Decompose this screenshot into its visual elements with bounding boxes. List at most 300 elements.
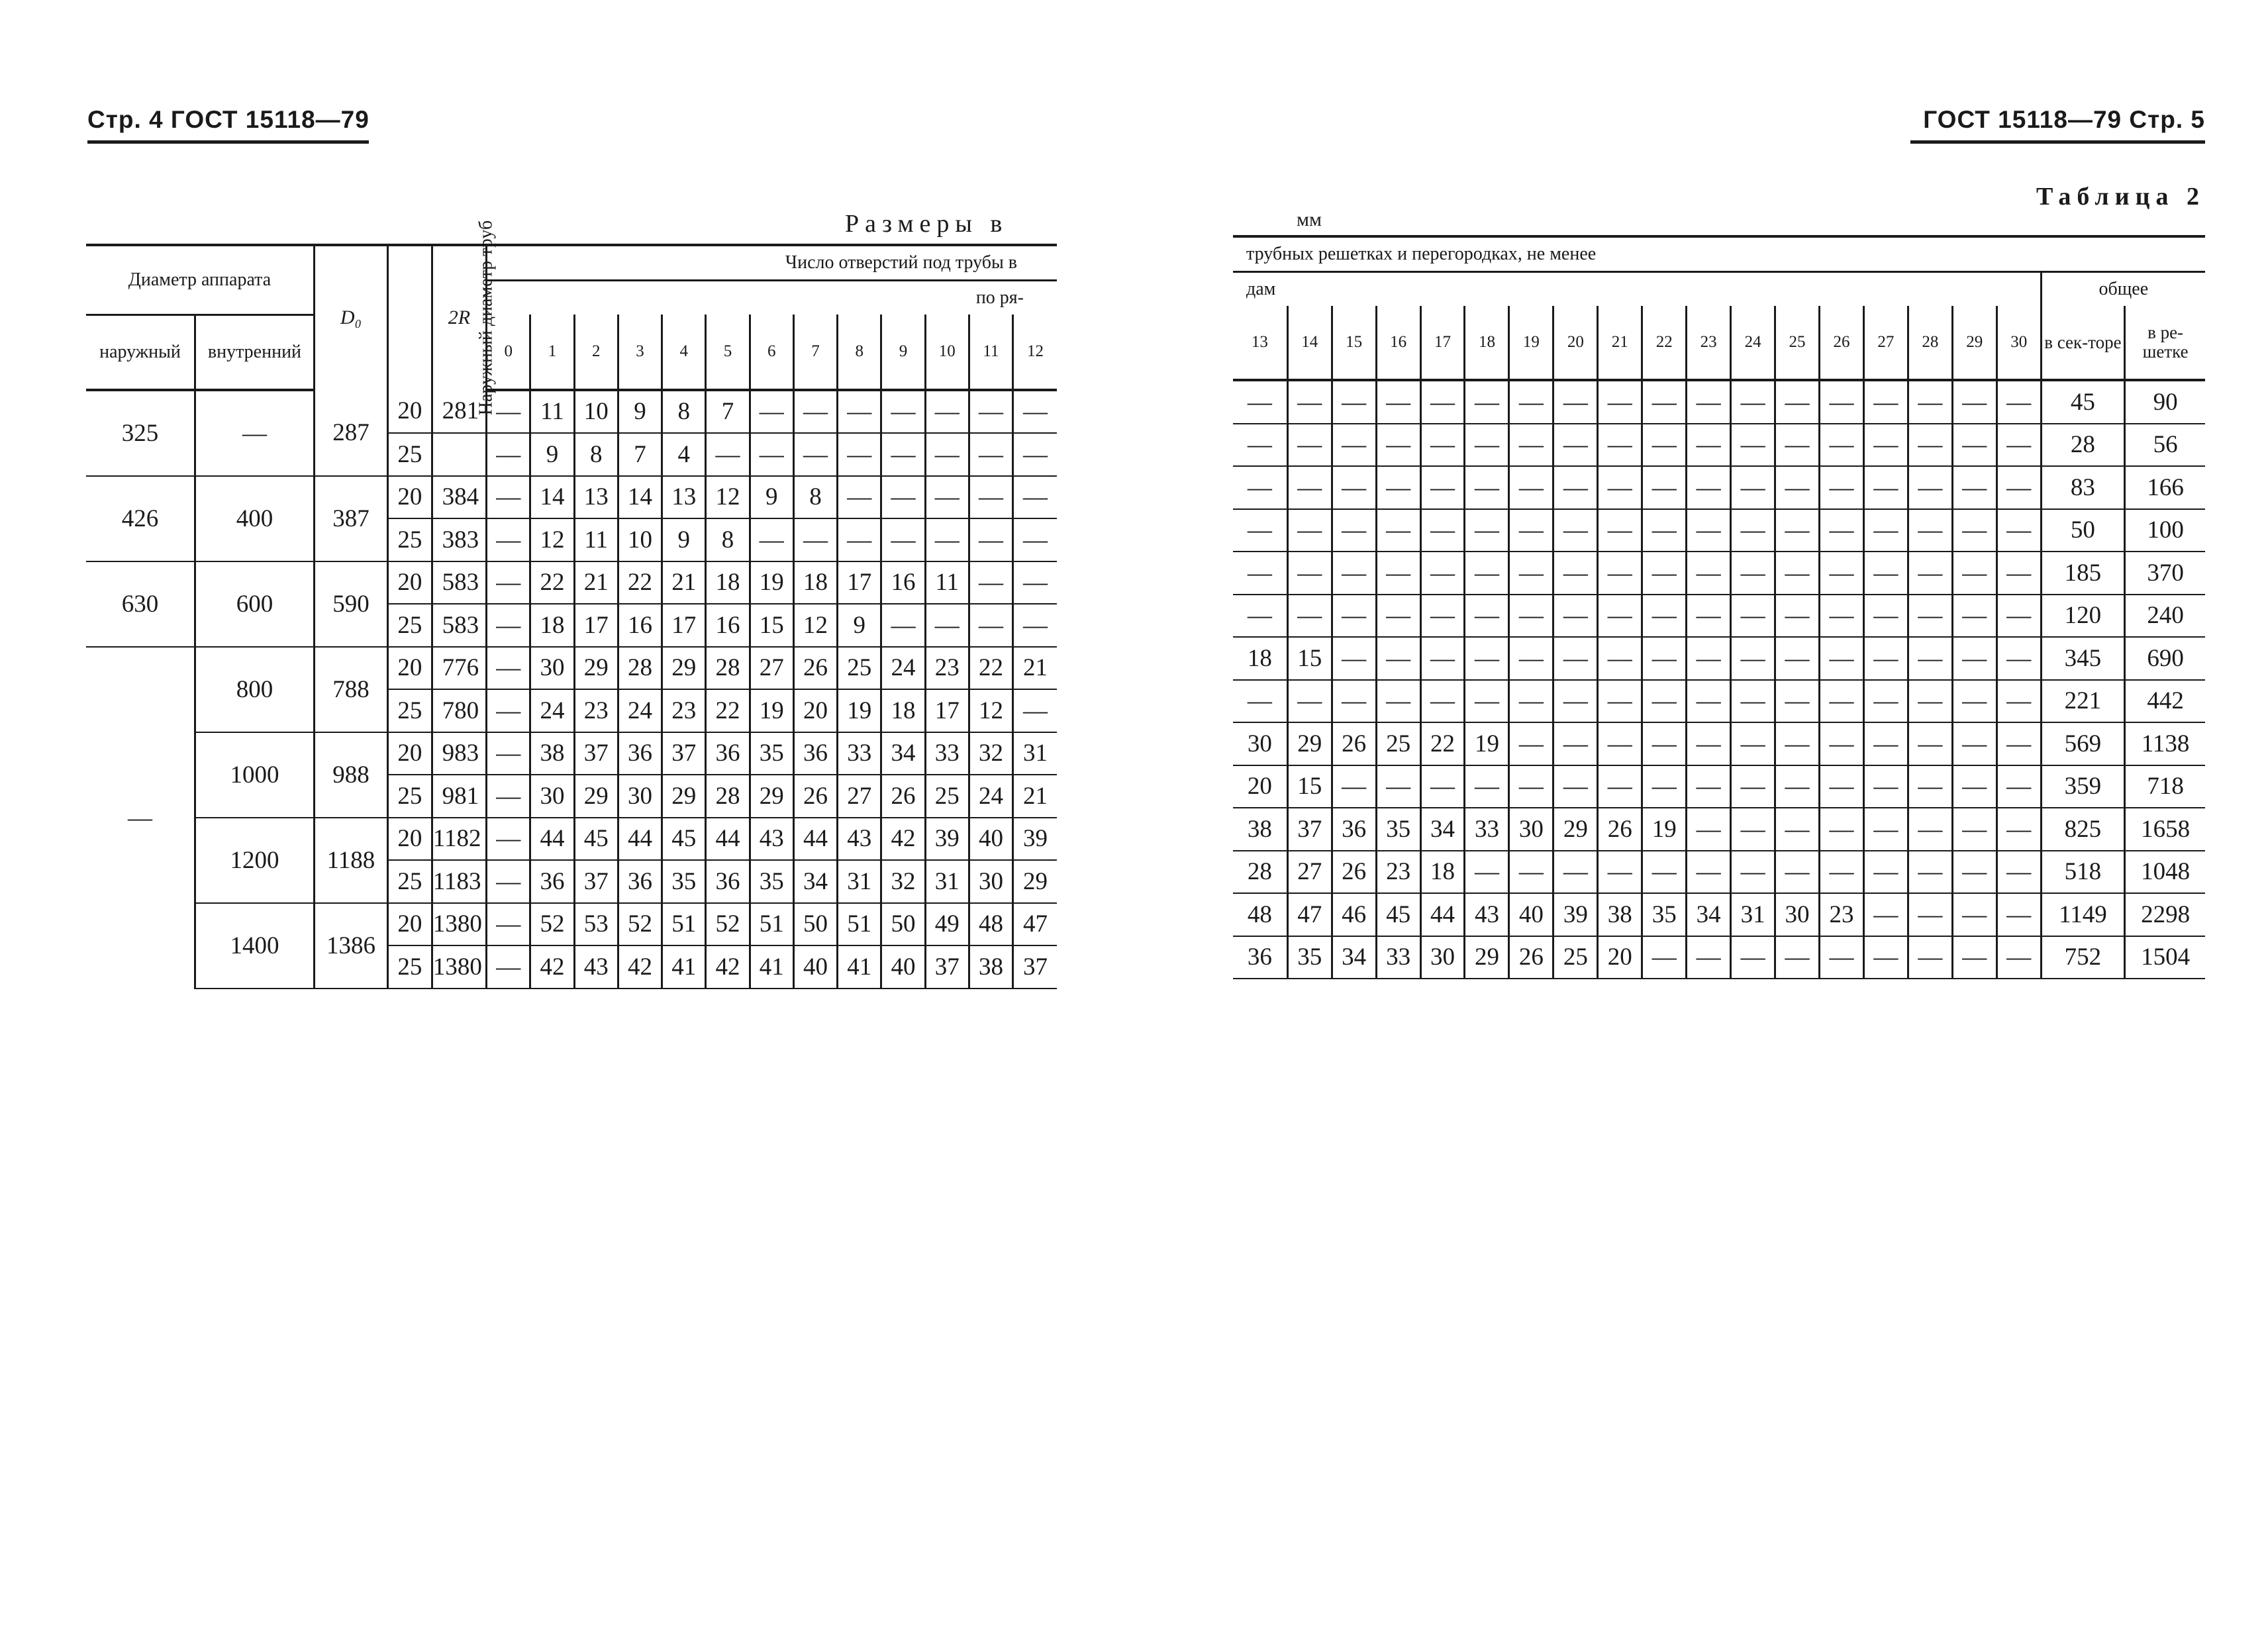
page-header-left: Стр. 4 ГОСТ 15118—79 (87, 106, 370, 133)
holes-cell: 43 (838, 818, 881, 861)
table-row (86, 818, 1057, 861)
holes-cell: 47 (1287, 893, 1332, 936)
holes-cell: 35 (750, 732, 793, 775)
holes-cell: — (1908, 380, 1952, 424)
inner-diameter-cell: 600 (195, 561, 315, 647)
holes-cell: — (1997, 424, 2041, 467)
inner-diameter-cell: 800 (195, 647, 315, 732)
holes-cell: 35 (750, 860, 793, 903)
holes-cell: 17 (574, 604, 618, 647)
holes-cell: — (1775, 424, 1820, 467)
holes-cell: 32 (969, 732, 1012, 775)
total-in-grid-cell: 56 (2125, 424, 2205, 467)
holes-cell: — (1013, 604, 1057, 647)
row-number-header: 29 (1952, 306, 1997, 380)
row-number-header: 18 (1465, 306, 1509, 380)
holes-cell: — (1687, 765, 1731, 808)
holes-cell: 33 (1465, 808, 1509, 851)
total-in-grid-cell: 370 (2125, 552, 2205, 595)
row-number-header: 16 (1376, 306, 1420, 380)
row-number-header: 21 (1598, 306, 1642, 380)
row-number-header: 12 (1013, 314, 1057, 390)
holes-cell: 45 (574, 818, 618, 861)
holes-cell: 16 (618, 604, 662, 647)
holes-cell: — (1687, 552, 1731, 595)
total-in-grid-cell: 1138 (2125, 722, 2205, 765)
holes-cell: — (1952, 424, 1997, 467)
holes-cell: 9 (750, 476, 793, 519)
holes-cell: 36 (793, 732, 837, 775)
holes-cell: — (1332, 380, 1376, 424)
caption-table-number: Таблица 2 (2036, 183, 2205, 211)
total-in-grid-cell: 1048 (2125, 851, 2205, 894)
holes-cell: 51 (750, 903, 793, 946)
holes-cell: — (1775, 509, 1820, 552)
holes-cell: 19 (838, 689, 881, 732)
holes-cell: — (487, 860, 530, 903)
holes-cell: — (1642, 851, 1687, 894)
tube-diameter-cell: 20 (387, 476, 432, 519)
holes-cell: 38 (1233, 808, 1287, 851)
holes-cell: — (1287, 380, 1332, 424)
holes-cell: — (1287, 595, 1332, 638)
table-row (1233, 380, 2205, 424)
units-label: мм (1297, 209, 1322, 230)
d0-cell: 988 (314, 732, 387, 818)
holes-cell: 35 (1642, 893, 1687, 936)
holes-cell: 28 (706, 775, 750, 818)
holes-cell: — (1642, 595, 1687, 638)
holes-cell: 26 (1332, 851, 1376, 894)
holes-cell: 36 (530, 860, 574, 903)
holes-cell: — (1465, 595, 1509, 638)
header-tube-diameter: Наружный диаметр труб (387, 245, 432, 390)
holes-cell: — (1997, 552, 2041, 595)
holes-cell: 37 (1287, 808, 1332, 851)
holes-cell: 8 (574, 433, 618, 476)
holes-cell: 11 (530, 390, 574, 434)
outer-diameter-cell: 630 (86, 561, 195, 647)
holes-cell: — (1819, 380, 1863, 424)
holes-cell: 8 (793, 476, 837, 519)
row-number-header: 0 (487, 314, 530, 390)
holes-cell: 48 (1233, 893, 1287, 936)
d0-cell: 590 (314, 561, 387, 647)
holes-cell: — (1233, 509, 1287, 552)
holes-cell: — (487, 647, 530, 690)
holes-cell: — (487, 433, 530, 476)
holes-cell: — (1233, 380, 1287, 424)
holes-cell: 16 (706, 604, 750, 647)
holes-cell: 29 (662, 775, 706, 818)
holes-cell: — (1908, 936, 1952, 979)
holes-cell: — (487, 561, 530, 604)
holes-cell: — (1952, 722, 1997, 765)
table-row (1233, 466, 2205, 509)
holes-cell: — (1731, 552, 1775, 595)
holes-cell: — (1332, 637, 1376, 680)
holes-cell: — (1952, 765, 1997, 808)
tube-diameter-cell: 20 (387, 561, 432, 604)
holes-cell: — (838, 390, 881, 434)
holes-cell: — (1863, 595, 1908, 638)
holes-cell: — (925, 476, 969, 519)
holes-cell: — (1509, 552, 1553, 595)
holes-cell: — (1863, 380, 1908, 424)
holes-cell: — (1376, 637, 1420, 680)
tube-holes-table-right (1233, 235, 2205, 979)
holes-cell: 37 (574, 732, 618, 775)
holes-cell: 17 (838, 561, 881, 604)
holes-cell: — (1863, 509, 1908, 552)
page-header-right: ГОСТ 15118—79 Стр. 5 (1923, 106, 2205, 133)
row-number-header: 10 (925, 314, 969, 390)
holes-cell: 37 (574, 860, 618, 903)
total-in-sector-cell: 359 (2041, 765, 2124, 808)
holes-cell: 30 (530, 647, 574, 690)
holes-cell: — (1908, 765, 1952, 808)
header-in-sector: в сек-торе (2041, 306, 2124, 380)
holes-cell: 34 (881, 732, 925, 775)
holes-cell: 20 (793, 689, 837, 732)
holes-cell: — (1863, 680, 1908, 723)
holes-cell: 29 (662, 647, 706, 690)
holes-cell: — (1687, 595, 1731, 638)
outer-diameter-cell: — (128, 804, 152, 832)
table-row (86, 647, 1057, 690)
holes-cell: — (1687, 509, 1731, 552)
table-row (1233, 424, 2205, 467)
holes-cell: — (1731, 595, 1775, 638)
holes-cell: 25 (838, 647, 881, 690)
holes-cell: 26 (1332, 722, 1376, 765)
2r-cell: 776 (432, 647, 486, 690)
holes-cell: — (1553, 637, 1598, 680)
holes-cell: — (1819, 722, 1863, 765)
holes-cell: — (487, 518, 530, 561)
tube-diameter-cell: 25 (387, 775, 432, 818)
holes-cell: 37 (925, 945, 969, 989)
holes-cell: — (1509, 765, 1553, 808)
holes-cell: 36 (1332, 808, 1376, 851)
row-number-header: 2 (574, 314, 618, 390)
table-row (86, 903, 1057, 946)
holes-cell: — (750, 433, 793, 476)
holes-cell: — (1287, 680, 1332, 723)
holes-cell: — (1952, 680, 1997, 723)
d0-cell: 287 (314, 390, 387, 476)
holes-cell: — (1553, 380, 1598, 424)
holes-cell: 37 (1013, 945, 1057, 989)
header-total: общее (2041, 272, 2205, 307)
holes-cell: — (1819, 808, 1863, 851)
holes-cell: 50 (793, 903, 837, 946)
holes-cell: — (1287, 466, 1332, 509)
holes-cell: 38 (530, 732, 574, 775)
holes-cell: — (487, 818, 530, 861)
holes-cell: — (1332, 509, 1376, 552)
holes-cell: 24 (618, 689, 662, 732)
holes-cell: — (1819, 595, 1863, 638)
header-apparatus-diameter: Диаметр аппарата (86, 245, 314, 314)
holes-cell: — (925, 390, 969, 434)
holes-cell: 40 (969, 818, 1012, 861)
table-row (1233, 936, 2205, 979)
holes-cell: — (1332, 466, 1376, 509)
row-number-header: 23 (1687, 306, 1731, 380)
2r-cell (432, 433, 486, 476)
holes-cell: — (1013, 561, 1057, 604)
total-in-sector-cell: 83 (2041, 466, 2124, 509)
holes-cell: — (1465, 424, 1509, 467)
holes-cell: 43 (750, 818, 793, 861)
holes-cell: 29 (750, 775, 793, 818)
holes-cell: — (1731, 680, 1775, 723)
table-row (1233, 765, 2205, 808)
holes-cell: — (1553, 509, 1598, 552)
holes-cell: 29 (1465, 936, 1509, 979)
holes-cell: — (793, 433, 837, 476)
holes-cell: 47 (1013, 903, 1057, 946)
holes-cell: 29 (574, 775, 618, 818)
tube-diameter-cell: 20 (387, 390, 432, 434)
2r-cell: 981 (432, 775, 486, 818)
holes-cell: 40 (881, 945, 925, 989)
holes-cell: 36 (618, 860, 662, 903)
holes-cell: 28 (1233, 851, 1287, 894)
tube-diameter-cell: 20 (387, 903, 432, 946)
total-in-sector-cell: 752 (2041, 936, 2124, 979)
inner-diameter-cell: 1200 (195, 818, 315, 903)
holes-cell: — (1775, 936, 1820, 979)
holes-cell: — (1997, 509, 2041, 552)
holes-cell: — (1952, 637, 1997, 680)
row-number-header: 5 (706, 314, 750, 390)
row-number-header: 30 (1997, 306, 2041, 380)
total-in-sector-cell: 825 (2041, 808, 2124, 851)
row-number-header: 27 (1863, 306, 1908, 380)
holes-cell: — (1332, 595, 1376, 638)
table-row (1233, 722, 2205, 765)
holes-cell: — (1908, 680, 1952, 723)
total-in-grid-cell: 1658 (2125, 808, 2205, 851)
tube-diameter-cell: 25 (387, 860, 432, 903)
holes-cell: 18 (881, 689, 925, 732)
holes-cell: 52 (618, 903, 662, 946)
holes-cell: 15 (750, 604, 793, 647)
holes-cell: — (1642, 509, 1687, 552)
holes-cell: — (1775, 552, 1820, 595)
2r-cell: 583 (432, 604, 486, 647)
holes-cell: 9 (838, 604, 881, 647)
holes-cell: 23 (1376, 851, 1420, 894)
holes-cell: — (1908, 595, 1952, 638)
header-rule-right (1910, 140, 2205, 144)
holes-cell: 43 (1465, 893, 1509, 936)
holes-cell: — (1598, 637, 1642, 680)
holes-cell: 13 (574, 476, 618, 519)
holes-cell: — (1013, 433, 1057, 476)
holes-cell: — (925, 433, 969, 476)
row-number-header: 11 (969, 314, 1012, 390)
holes-cell: 12 (706, 476, 750, 519)
holes-cell: 36 (706, 732, 750, 775)
holes-cell: — (1997, 466, 2041, 509)
inner-diameter-cell: — (195, 390, 315, 476)
holes-cell: — (969, 476, 1012, 519)
holes-cell: — (1642, 765, 1687, 808)
holes-cell: — (1863, 466, 1908, 509)
holes-cell: — (1642, 936, 1687, 979)
holes-cell: — (1687, 466, 1731, 509)
holes-cell: — (487, 689, 530, 732)
total-in-sector-cell: 345 (2041, 637, 2124, 680)
holes-cell: — (706, 433, 750, 476)
holes-cell: — (487, 604, 530, 647)
holes-cell: 30 (969, 860, 1012, 903)
holes-cell: 31 (925, 860, 969, 903)
holes-cell: — (1952, 936, 1997, 979)
holes-cell: — (1863, 424, 1908, 467)
holes-cell: — (487, 903, 530, 946)
holes-cell: — (487, 390, 530, 434)
holes-cell: — (1863, 637, 1908, 680)
holes-cell: 50 (881, 903, 925, 946)
holes-cell: — (1013, 476, 1057, 519)
holes-cell: — (1819, 424, 1863, 467)
holes-cell: — (1731, 722, 1775, 765)
total-in-grid-cell: 100 (2125, 509, 2205, 552)
holes-cell: 13 (662, 476, 706, 519)
holes-cell: 7 (706, 390, 750, 434)
holes-cell: — (793, 390, 837, 434)
total-in-sector-cell: 28 (2041, 424, 2124, 467)
holes-cell: — (1908, 851, 1952, 894)
holes-cell: 17 (925, 689, 969, 732)
total-in-sector-cell: 185 (2041, 552, 2124, 595)
holes-cell: — (1731, 637, 1775, 680)
holes-cell: 19 (750, 561, 793, 604)
holes-cell: — (1997, 765, 2041, 808)
total-in-sector-cell: 50 (2041, 509, 2124, 552)
holes-cell: — (1376, 424, 1420, 467)
holes-cell: 36 (706, 860, 750, 903)
holes-cell: — (1997, 637, 2041, 680)
holes-cell: — (1952, 851, 1997, 894)
holes-cell: 45 (1376, 893, 1420, 936)
header-continued-label: трубных решетках и перегородках, не менее (1233, 236, 2205, 272)
holes-cell: 25 (1376, 722, 1420, 765)
tube-diameter-cell: 20 (387, 647, 432, 690)
table-row (1233, 893, 2205, 936)
row-number-header: 24 (1731, 306, 1775, 380)
2r-cell: 583 (432, 561, 486, 604)
holes-cell: — (1997, 722, 2041, 765)
inner-diameter-cell: 1400 (195, 903, 315, 989)
holes-cell: 12 (530, 518, 574, 561)
holes-cell: — (1233, 680, 1287, 723)
holes-cell: — (1332, 552, 1376, 595)
holes-cell: 8 (706, 518, 750, 561)
holes-cell: 22 (969, 647, 1012, 690)
holes-cell: — (1863, 893, 1908, 936)
holes-cell: — (1553, 680, 1598, 723)
holes-cell: — (881, 390, 925, 434)
row-number-header: 15 (1332, 306, 1376, 380)
holes-cell: — (1731, 765, 1775, 808)
holes-cell: — (1997, 808, 2041, 851)
holes-cell: — (1775, 722, 1820, 765)
holes-cell: — (1420, 680, 1465, 723)
holes-cell: 26 (793, 647, 837, 690)
tube-diameter-cell: 20 (387, 732, 432, 775)
holes-cell: — (1908, 552, 1952, 595)
holes-cell: — (1863, 722, 1908, 765)
2r-cell: 281 (432, 390, 486, 434)
holes-cell: 34 (1332, 936, 1376, 979)
holes-cell: — (1509, 595, 1553, 638)
holes-cell: 39 (1013, 818, 1057, 861)
holes-cell: 35 (662, 860, 706, 903)
holes-cell: 41 (662, 945, 706, 989)
header-d0: D₀ (314, 245, 387, 390)
holes-cell: 9 (662, 518, 706, 561)
holes-cell: 22 (1420, 722, 1465, 765)
holes-cell: — (1775, 808, 1820, 851)
holes-cell: 36 (1233, 936, 1287, 979)
holes-cell: 39 (925, 818, 969, 861)
holes-cell: 30 (1775, 893, 1820, 936)
holes-cell: 30 (530, 775, 574, 818)
holes-cell: 19 (1465, 722, 1509, 765)
holes-cell: — (1553, 722, 1598, 765)
holes-cell: 18 (706, 561, 750, 604)
caption-sizes: Размеры в (845, 210, 1009, 238)
holes-cell: — (1731, 936, 1775, 979)
holes-cell: 10 (574, 390, 618, 434)
holes-cell: 10 (618, 518, 662, 561)
header-rule-left (87, 140, 369, 144)
holes-cell: 23 (925, 647, 969, 690)
holes-cell: 29 (1553, 808, 1598, 851)
holes-cell: 32 (881, 860, 925, 903)
holes-cell: 11 (574, 518, 618, 561)
holes-cell: 12 (793, 604, 837, 647)
holes-cell: — (1420, 637, 1465, 680)
holes-cell: — (1509, 722, 1553, 765)
inner-diameter-cell: 400 (195, 476, 315, 561)
holes-cell: 25 (925, 775, 969, 818)
holes-cell: — (1376, 509, 1420, 552)
holes-cell: 27 (750, 647, 793, 690)
holes-cell: — (1465, 637, 1509, 680)
d0-cell: 1386 (314, 903, 387, 989)
total-in-sector-cell: 569 (2041, 722, 2124, 765)
holes-cell: — (1687, 637, 1731, 680)
holes-cell: — (1731, 380, 1775, 424)
holes-cell: — (1598, 595, 1642, 638)
holes-cell: — (1465, 851, 1509, 894)
table-row (1233, 637, 2205, 680)
holes-cell: — (793, 518, 837, 561)
holes-cell: — (881, 518, 925, 561)
holes-cell: 19 (1642, 808, 1687, 851)
holes-cell: — (1731, 509, 1775, 552)
holes-cell: 9 (618, 390, 662, 434)
total-in-sector-cell: 221 (2041, 680, 2124, 723)
holes-cell: 51 (662, 903, 706, 946)
total-in-grid-cell: 690 (2125, 637, 2205, 680)
